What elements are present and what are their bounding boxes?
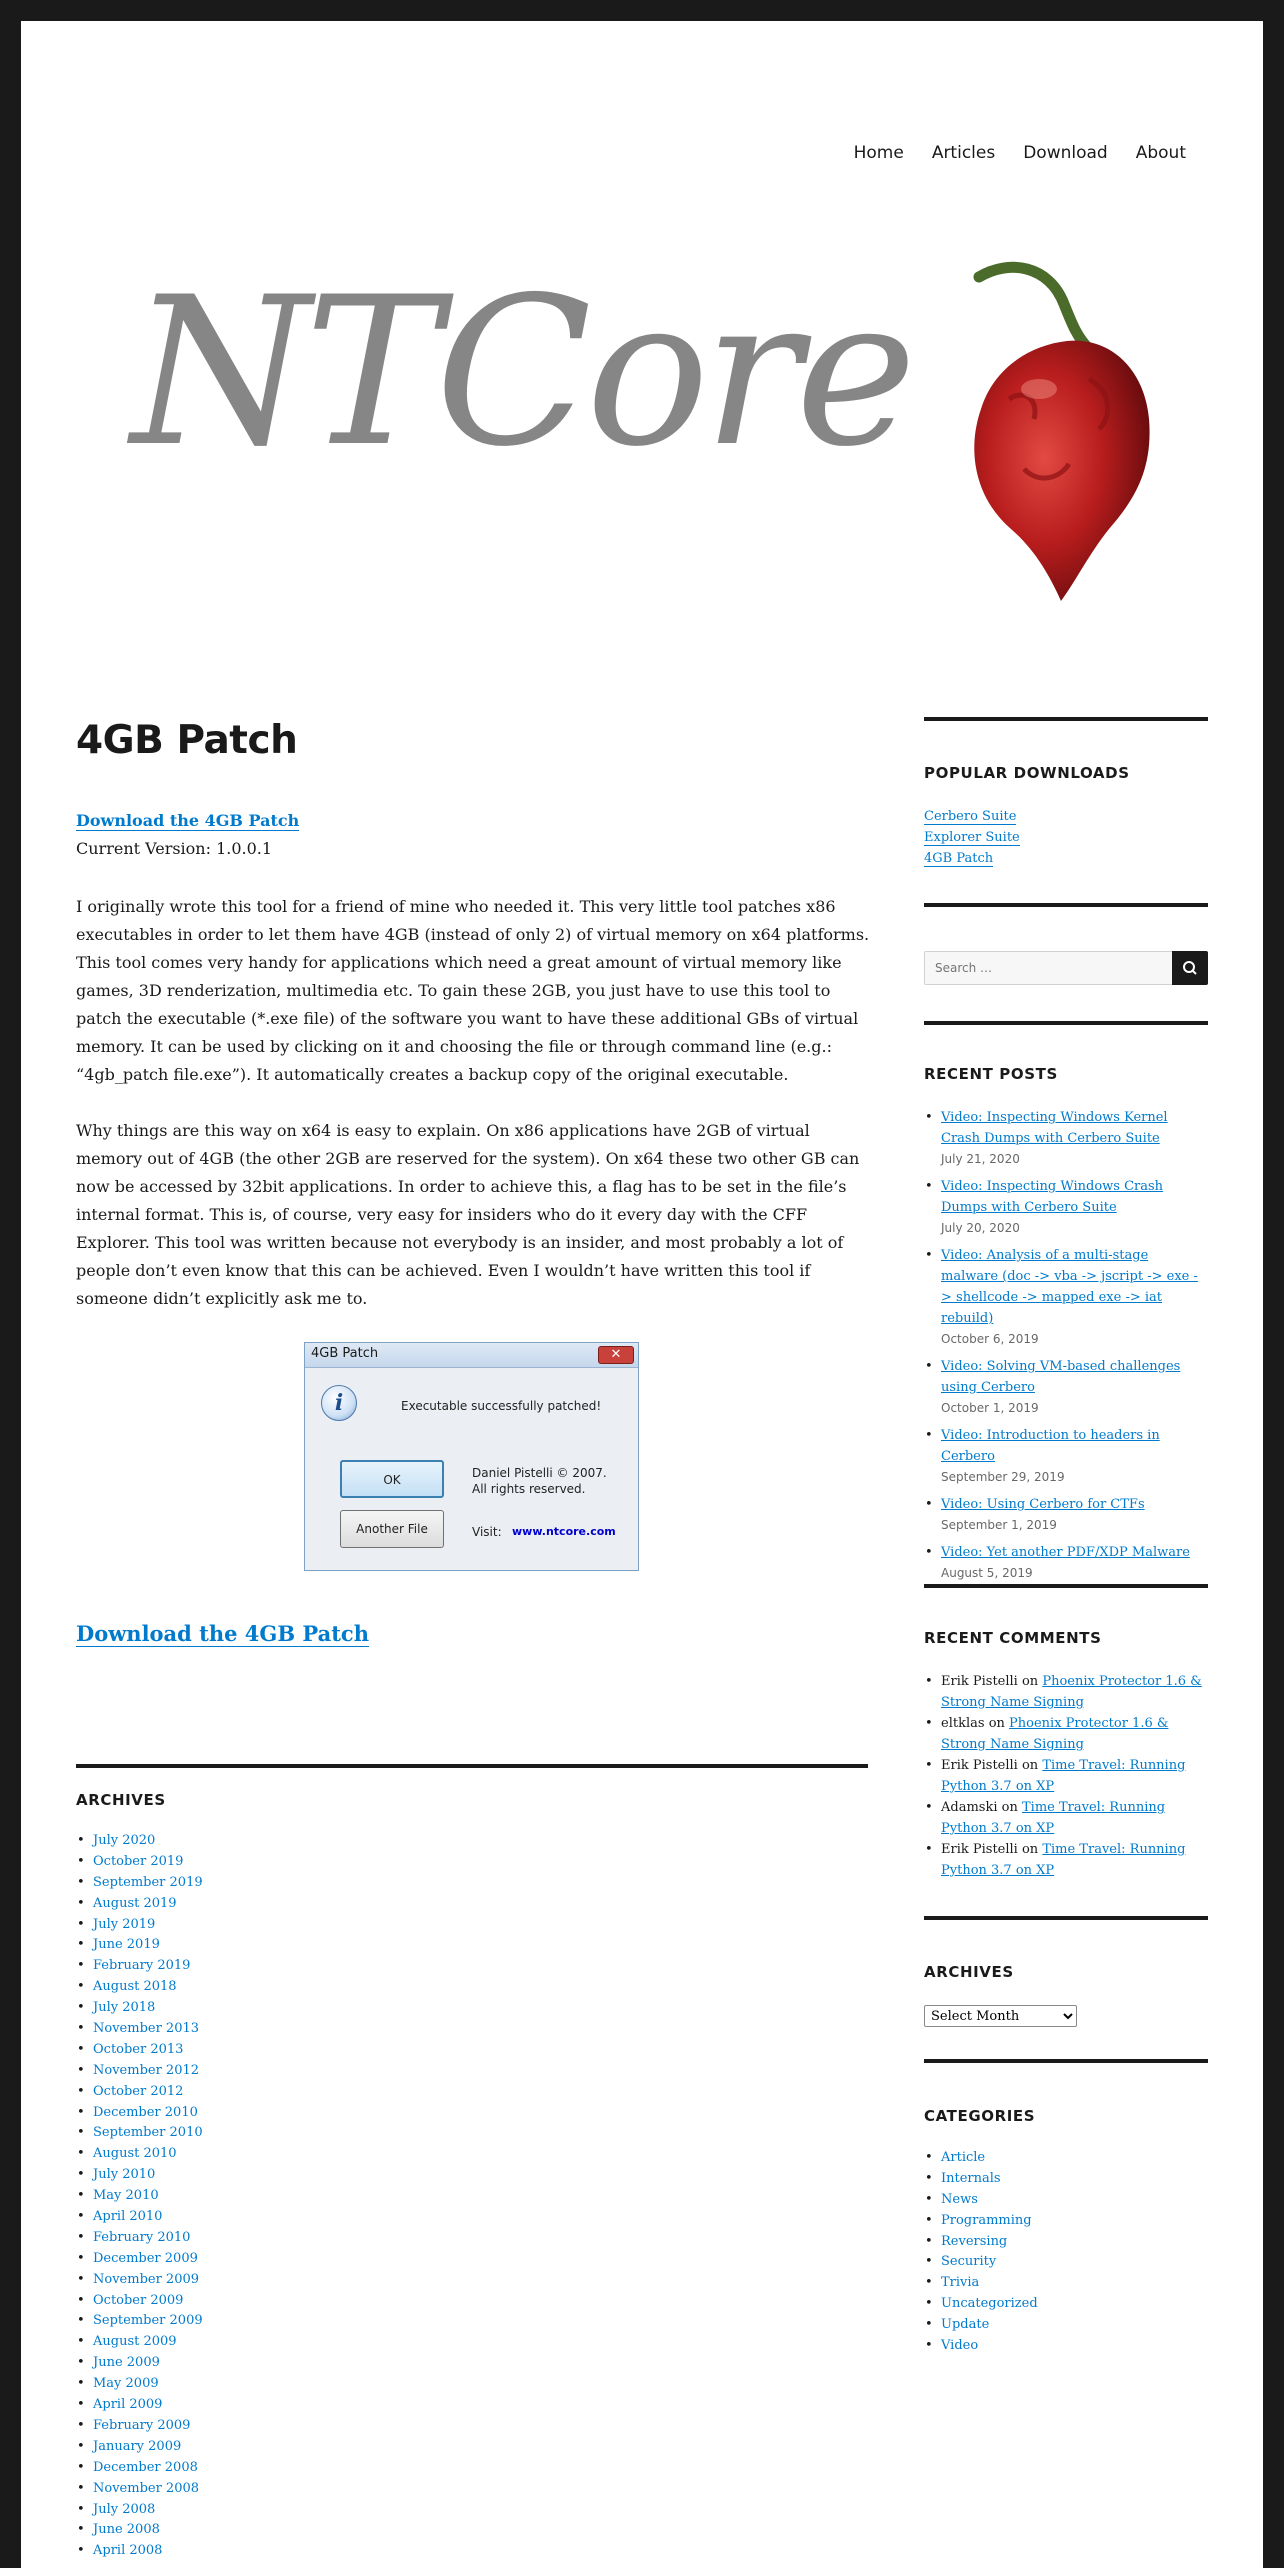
current-version: Current Version: 1.0.0.1 (76, 839, 273, 858)
comment-post-link[interactable]: Phoenix Protector 1.6 & Strong Name Signing (941, 1674, 1202, 1710)
archive-link[interactable]: November 2013 (93, 2021, 200, 2037)
archive-link[interactable]: October 2019 (93, 1853, 184, 1869)
magnifier-icon (1172, 951, 1208, 985)
category-item (924, 2148, 1038, 2169)
category-item (924, 2294, 1038, 2315)
search-button[interactable] (1172, 951, 1208, 985)
page (21, 21, 1263, 2568)
category-item (924, 2336, 1038, 2357)
archive-link[interactable]: December 2009 (93, 2250, 198, 2266)
recent-post-date: October 1, 2019 (941, 1401, 1039, 1415)
comment-on-label: on (1021, 1674, 1039, 1689)
primary-menu (854, 143, 1186, 163)
category-item (924, 2211, 1038, 2232)
recent-post-date: August 5, 2019 (941, 1566, 1033, 1580)
paragraph-intro: I originally wrote this tool for a friend of mine who needed it. This very little tool patches x86 executables in order to let them have 4GB (instead of only 2) of virtual memory on x64 platforms. This tool comes very handy for applications which need a great amount of virtual memory like games, 3D renderization, multimedia etc. To gain these 2GB, you just have to use this tool to patch the executable (*.exe file) of the software you want to have these additional GBs of virtual memory. It can be used by clicking on it and choosing the file or through command line (e.g.: “4gb_patch file.exe”). It automatically creates a backup copy of the original executable. (76, 897, 870, 1084)
page-title: 4GB Patch (76, 718, 298, 763)
archive-link[interactable]: September 2009 (93, 2313, 203, 2329)
archive-link[interactable]: July 2019 (93, 1916, 156, 1932)
archive-item (76, 1956, 203, 1977)
archive-link[interactable]: October 2009 (93, 2292, 184, 2308)
dialog-another-file-button: Another File (340, 1510, 444, 1548)
archive-item (76, 2416, 203, 2437)
popular-download-item (924, 848, 1020, 869)
archive-item (76, 2144, 203, 2165)
popular-download-link[interactable]: Cerbero Suite (924, 809, 1017, 824)
nav-articles[interactable]: Articles (931, 143, 996, 163)
divider (76, 1764, 868, 1768)
category-link[interactable]: Update (941, 2317, 990, 2333)
screenshot-dialog (304, 1342, 639, 1571)
recent-comment-item (924, 1797, 1208, 1839)
category-item (924, 2232, 1038, 2253)
recent-post-link[interactable]: • Video: Using Cerbero for CTFs (941, 1497, 1145, 1512)
archive-item (76, 2123, 203, 2144)
archive-link[interactable]: November 2009 (93, 2271, 200, 2287)
archive-link[interactable]: July 2018 (93, 2000, 156, 2016)
divider (924, 2059, 1208, 2063)
close-icon: ✕ (598, 1346, 634, 1364)
archives-widget-title: ARCHIVES (924, 1963, 1014, 1981)
archive-link[interactable]: May 2010 (93, 2188, 159, 2204)
archive-link[interactable]: October 2013 (93, 2041, 184, 2057)
comment-on-label: on (1021, 1842, 1039, 1857)
archive-item (76, 2228, 203, 2249)
comment-post-link[interactable]: Time Travel: Running Python 3.7 on XP (941, 1758, 1186, 1794)
archive-item (76, 2103, 203, 2124)
archive-item (76, 2082, 203, 2103)
category-link[interactable]: Article (941, 2150, 986, 2165)
recent-posts-title: RECENT POSTS (924, 1065, 1058, 1083)
category-link[interactable]: Uncategorized (941, 2296, 1038, 2312)
archives-title: ARCHIVES (76, 1791, 166, 1809)
comment-author: Erik Pistelli (941, 1842, 1018, 1857)
archive-link[interactable]: November 2012 (93, 2062, 200, 2078)
dialog-visit-label: Visit: (472, 1525, 502, 1539)
archive-link[interactable]: September 2019 (93, 1874, 203, 1890)
comment-post-link[interactable]: Time Travel: Running Python 3.7 on XP (941, 1842, 1186, 1878)
recent-post-item (924, 1107, 1208, 1169)
recent-post-link[interactable]: • Video: Yet another PDF/XDP Malware (941, 1545, 1190, 1560)
popular-download-item (924, 827, 1020, 848)
archive-item (76, 1915, 203, 1936)
recent-post-link[interactable]: • Video: Inspecting Windows Crash Dumps with Cerbero Suite (941, 1179, 1164, 1215)
archive-link[interactable]: December 2010 (93, 2104, 198, 2120)
popular-download-item (924, 806, 1020, 827)
archive-link[interactable]: July 2020 (93, 1833, 156, 1848)
recent-post-date: July 21, 2020 (941, 1152, 1020, 1166)
comment-author: Erik Pistelli (941, 1758, 1018, 1773)
category-link[interactable]: Internals (941, 2170, 1001, 2186)
divider (924, 903, 1208, 907)
archive-item (76, 2291, 203, 2312)
category-link[interactable]: Video (941, 2338, 979, 2354)
dialog-url: www.ntcore.com (512, 1525, 616, 1538)
search-form (924, 951, 1208, 985)
archive-link[interactable]: April 2009 (93, 2397, 163, 2413)
recent-post-date: September 29, 2019 (941, 1470, 1065, 1484)
archive-item (76, 2374, 203, 2395)
archive-link[interactable]: February 2010 (93, 2229, 191, 2245)
archive-item (76, 1873, 203, 1894)
comment-on-label: on (1001, 1800, 1018, 1815)
site-logo-text[interactable]: NTCore (131, 254, 911, 492)
archive-item (76, 2437, 203, 2458)
archive-item (76, 2479, 203, 2500)
archive-link[interactable]: February 2009 (93, 2417, 191, 2433)
category-link[interactable]: Programming (941, 2212, 1032, 2228)
comment-author: eltklas (941, 1716, 985, 1731)
recent-post-date: September 1, 2019 (941, 1518, 1057, 1532)
comment-on-label: on (988, 1716, 1005, 1731)
archive-link[interactable]: September 2010 (93, 2125, 203, 2141)
recent-post-link[interactable]: • Video: Inspecting Windows Kernel Crash Dumps with Cerbero Suite (941, 1110, 1168, 1146)
recent-post-item (924, 1356, 1208, 1418)
divider (924, 1584, 1208, 1588)
recent-post-item (924, 1494, 1208, 1535)
archive-item (76, 2019, 203, 2040)
popular-download-link[interactable]: Explorer Suite (924, 830, 1020, 845)
divider (924, 717, 1208, 721)
archive-item (76, 2040, 203, 2061)
archive-item (76, 2500, 203, 2521)
archive-link[interactable]: August 2010 (93, 2146, 177, 2162)
search-input[interactable] (925, 952, 1171, 984)
chili-pepper-icon (939, 249, 1189, 609)
categories-list (924, 2148, 1038, 2357)
recent-comment-item (924, 1713, 1208, 1755)
download-link-bottom[interactable]: Download the 4GB Patch (76, 1621, 369, 1646)
archives-month-select[interactable] (924, 2005, 1077, 2027)
archive-link[interactable]: October 2012 (93, 2083, 184, 2099)
archive-link[interactable]: August 2019 (93, 1895, 177, 1911)
dialog-ok-button: OK (340, 1460, 444, 1498)
popular-downloads-title: POPULAR DOWNLOADS (924, 764, 1130, 782)
archive-item (76, 2270, 203, 2291)
recent-post-link[interactable]: • Video: Analysis of a multi-stage malware (doc -> vba -> jscript -> exe -> shellcode -> mapped exe -> iat rebuild) (941, 1248, 1198, 1326)
category-item (924, 2190, 1038, 2211)
archive-link[interactable]: August 2018 (93, 1979, 177, 1995)
divider (924, 1021, 1208, 1025)
category-item (924, 2169, 1038, 2190)
category-link[interactable]: Reversing (941, 2233, 1008, 2249)
dialog-title: 4GB Patch (305, 1343, 638, 1368)
recent-post-link[interactable]: • Video: Introduction to headers in Cerbero (941, 1428, 1160, 1464)
recent-post-item (924, 1245, 1208, 1349)
archive-item (76, 2353, 203, 2374)
category-item (924, 2273, 1038, 2294)
recent-post-link[interactable]: • Video: Solving VM-based challenges using Cerbero (941, 1359, 1181, 1395)
nav-download[interactable]: Download (1023, 143, 1108, 163)
category-link[interactable]: Trivia (941, 2275, 980, 2291)
archive-item (76, 2332, 203, 2353)
archive-link[interactable]: January 2009 (93, 2438, 182, 2454)
comment-author: Adamski (941, 1800, 998, 1815)
archive-item (76, 2207, 203, 2228)
recent-post-date: July 20, 2020 (941, 1221, 1020, 1235)
archive-item (76, 2458, 203, 2479)
categories-title: CATEGORIES (924, 2107, 1036, 2125)
info-icon: i (321, 1385, 357, 1421)
archive-item (76, 2186, 203, 2207)
recent-comments-title: RECENT COMMENTS (924, 1629, 1102, 1647)
paragraph-explanation: Why things are this way on x64 is easy to explain. On x86 applications have 2GB of virtual memory out of 4GB (the other 2GB are reserved for the system). On x64 these two other GB can now be accessed by 32bit applications. In order to achieve this, a flag has to be set in the file’s internal format. This is, of course, very easy for insiders who do it every day with the CFF Explorer. This tool was written because not everybody is an insider, and most probably a lot of people don’t even know that this can be achieved. Even I wouldn’t have written this tool if someone didn’t explicitly ask me to. (76, 1121, 860, 1308)
download-link-top[interactable]: Download the 4GB Patch (76, 811, 300, 830)
archive-item (76, 1852, 203, 1873)
dialog-message: Executable successfully patched! (401, 1399, 602, 1413)
archive-item (76, 2061, 203, 2082)
archive-link[interactable]: July 2008 (93, 2501, 156, 2517)
archive-link[interactable]: May 2009 (93, 2376, 159, 2392)
comment-post-link[interactable]: Time Travel: Running Python 3.7 on XP (941, 1800, 1166, 1836)
archive-item (76, 1998, 203, 2019)
archive-item (76, 1977, 203, 1998)
archive-link[interactable]: April 2008 (93, 2543, 163, 2559)
recent-post-item (924, 1425, 1208, 1487)
recent-post-item (924, 1542, 1208, 1583)
comment-post-link[interactable]: Phoenix Protector 1.6 & Strong Name Signing (941, 1716, 1169, 1752)
archive-link[interactable]: June 2009 (93, 2355, 160, 2371)
category-link[interactable]: Security (941, 2254, 997, 2270)
category-link[interactable]: News (941, 2191, 978, 2207)
archive-item (76, 1831, 203, 1852)
comment-on-label: on (1021, 1758, 1039, 1773)
popular-download-link[interactable]: 4GB Patch (924, 851, 994, 866)
comment-author: Erik Pistelli (941, 1674, 1018, 1689)
archive-item (76, 2311, 203, 2332)
popular-downloads-list (924, 806, 1020, 869)
recent-comments-list (924, 1671, 1208, 1881)
dialog-copyright: Daniel Pistelli © 2007. All rights reserved. (472, 1466, 607, 1496)
archive-link[interactable]: August 2009 (93, 2334, 177, 2350)
archive-link[interactable]: November 2008 (93, 2480, 200, 2496)
recent-posts-list (924, 1107, 1208, 1590)
archive-link[interactable]: June 2008 (93, 2522, 160, 2538)
category-item (924, 2252, 1038, 2273)
archive-item (76, 2541, 203, 2562)
recent-comment-item (924, 1755, 1208, 1797)
archive-link[interactable]: June 2019 (93, 1937, 160, 1953)
archive-item (76, 2249, 203, 2270)
recent-comment-item (924, 1839, 1208, 1881)
archive-link[interactable]: July 2010 (93, 2167, 156, 2183)
archive-item (76, 1894, 203, 1915)
category-item (924, 2315, 1038, 2336)
archive-item (76, 2520, 203, 2541)
archive-item (76, 1935, 203, 1956)
nav-home[interactable]: Home (853, 143, 904, 163)
archive-item (76, 2165, 203, 2186)
divider (924, 1916, 1208, 1920)
archive-item (76, 2395, 203, 2416)
recent-comment-item (924, 1671, 1208, 1713)
archive-link[interactable]: April 2010 (93, 2209, 163, 2225)
recent-post-date: October 6, 2019 (941, 1332, 1039, 1346)
archives-list (76, 1831, 203, 2562)
archive-link[interactable]: February 2019 (93, 1958, 191, 1974)
nav-about[interactable]: About (1135, 143, 1186, 163)
archive-link[interactable]: December 2008 (93, 2459, 198, 2475)
recent-post-item (924, 1176, 1208, 1238)
